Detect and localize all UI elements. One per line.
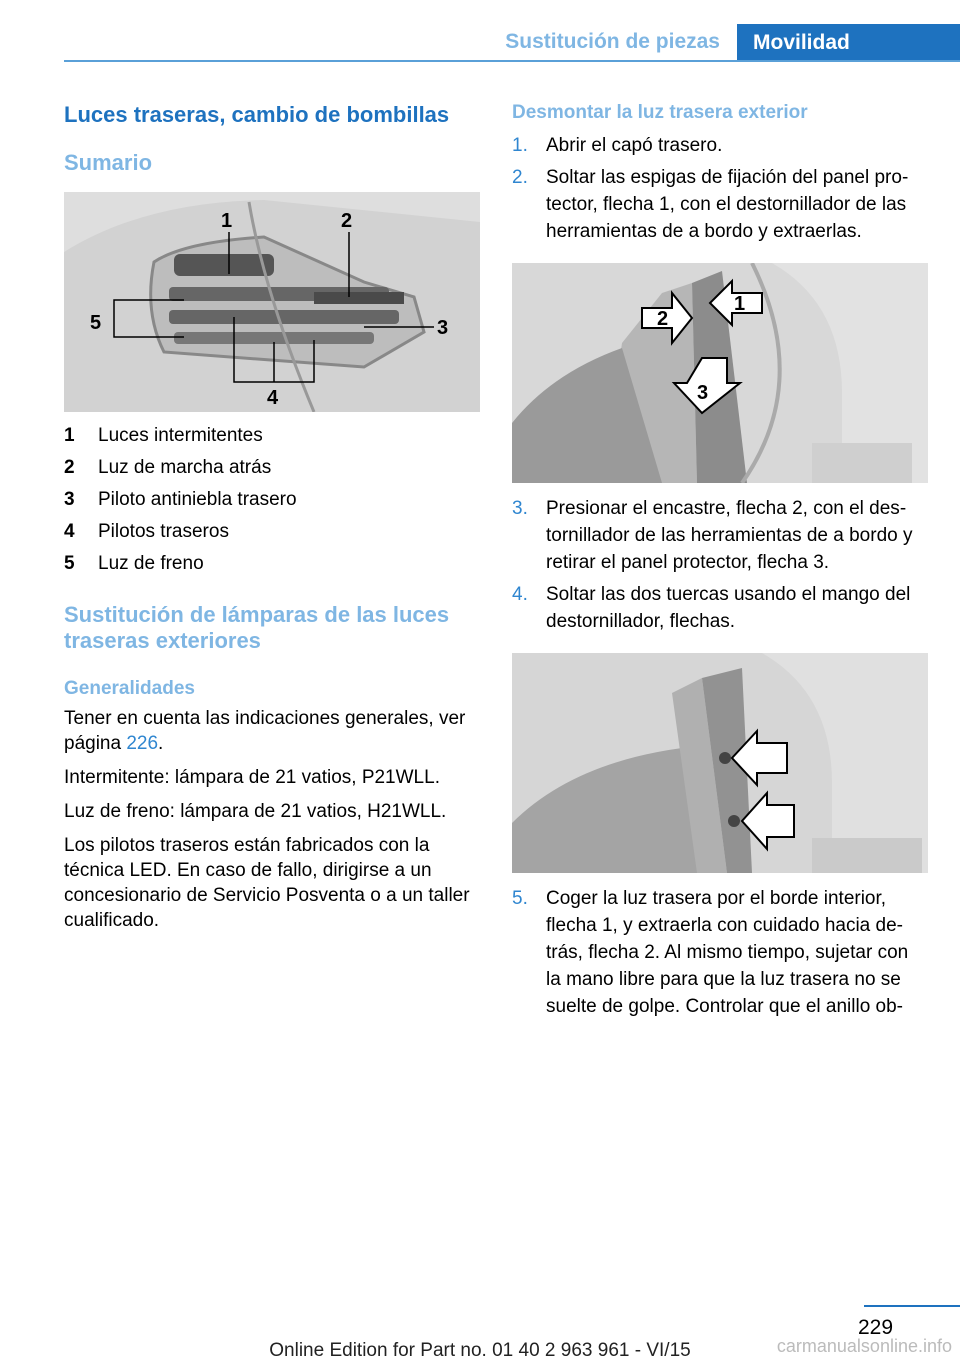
- step-item: 2. Soltar las espigas de fijación del panel protector, flecha 1, con el destornillador de las herramientas de a bordo y extraerlas.: [512, 167, 909, 242]
- general-paragraph: Tener en cuenta las indicaciones generales, ver página 226.: [64, 708, 466, 754]
- summary-heading: Sumario: [64, 150, 153, 175]
- steps-list: [512, 132, 928, 245]
- brake-bulb-paragraph: Luz de freno: lámpara de 21 vatios, H21WLL.: [64, 801, 447, 822]
- taillight-overview-illustration: [64, 192, 480, 412]
- header-chapter-tab[interactable]: Movilidad: [737, 24, 960, 62]
- section-heading: Sustitución de lámparas de las luces traseras exteriores: [64, 602, 450, 653]
- arrow-label-1: 1: [734, 293, 746, 315]
- online-edition-note: Online Edition for Part no. 01 40 2 963 961 - VI/15: [269, 1340, 691, 1361]
- step-item: 3. Presionar el encastre, flecha 2, con el destornillador de las herramientas de a bordo y retirar el panel protector, flecha 3.: [512, 498, 913, 573]
- arrow-label-2: 2: [657, 308, 669, 330]
- header-section-title: Sustitución de piezas: [505, 30, 720, 53]
- legend-item: 4 Pilotos traseros: [64, 521, 229, 542]
- protective-panel-illustration: [512, 263, 928, 483]
- removal-heading: Desmontar la luz trasera exterior: [512, 102, 808, 123]
- steps-list-continued: [512, 495, 928, 635]
- legend-item: 5 Luz de freno: [64, 553, 204, 574]
- callout-2: 2: [341, 210, 353, 232]
- page-link-226[interactable]: 226: [126, 733, 159, 754]
- footer-rule: [864, 1305, 960, 1307]
- nuts-figure: [512, 653, 928, 873]
- steps-list-final: [512, 885, 928, 1020]
- step-item: 4. Soltar las dos tuercas usando el mango del destornillador, flechas.: [512, 584, 911, 632]
- nuts-illustration: [512, 653, 928, 873]
- header-rule: [64, 60, 960, 62]
- taillight-overview-figure: [64, 192, 480, 412]
- callout-1: 1: [221, 210, 233, 232]
- right-column: [512, 100, 928, 1020]
- protective-panel-figure: [512, 263, 928, 483]
- blinker-bulb-paragraph: Intermitente: lámpara de 21 vatios, P21WLL.: [64, 767, 440, 788]
- general-heading: Generalidades: [64, 678, 195, 699]
- legend-item: 1 Luces intermitentes: [64, 425, 263, 446]
- callout-5: 5: [90, 312, 102, 334]
- figure-legend: [64, 420, 480, 580]
- legend-item: 2 Luz de marcha atrás: [64, 457, 272, 478]
- step-item: 1. Abrir el capó trasero.: [512, 135, 723, 156]
- page-number: 229: [858, 1316, 894, 1339]
- step-item: 5. Coger la luz trasera por el borde interior, flecha 1, y extraerla con cuidado hacia detrás, flecha 2. Al mismo tiempo, sujetar con la mano libre para que la luz trasera no se suelte de golpe. Controlar que el anillo ob-: [512, 888, 909, 1017]
- led-paragraph: Los pilotos traseros están fabricados con la técnica LED. En caso de fallo, dirigirse a un concesionario de Servicio Posventa o a un taller cualificado.: [64, 835, 470, 931]
- callout-3: 3: [437, 317, 449, 339]
- callout-4: 4: [267, 387, 279, 409]
- legend-item: 3 Piloto antiniebla trasero: [64, 489, 297, 510]
- page-title: Luces traseras, cambio de bombillas: [64, 102, 450, 127]
- left-column: [64, 100, 480, 933]
- watermark: carmanualsonline.info: [776, 1336, 952, 1356]
- arrow-label-3: 3: [697, 382, 709, 404]
